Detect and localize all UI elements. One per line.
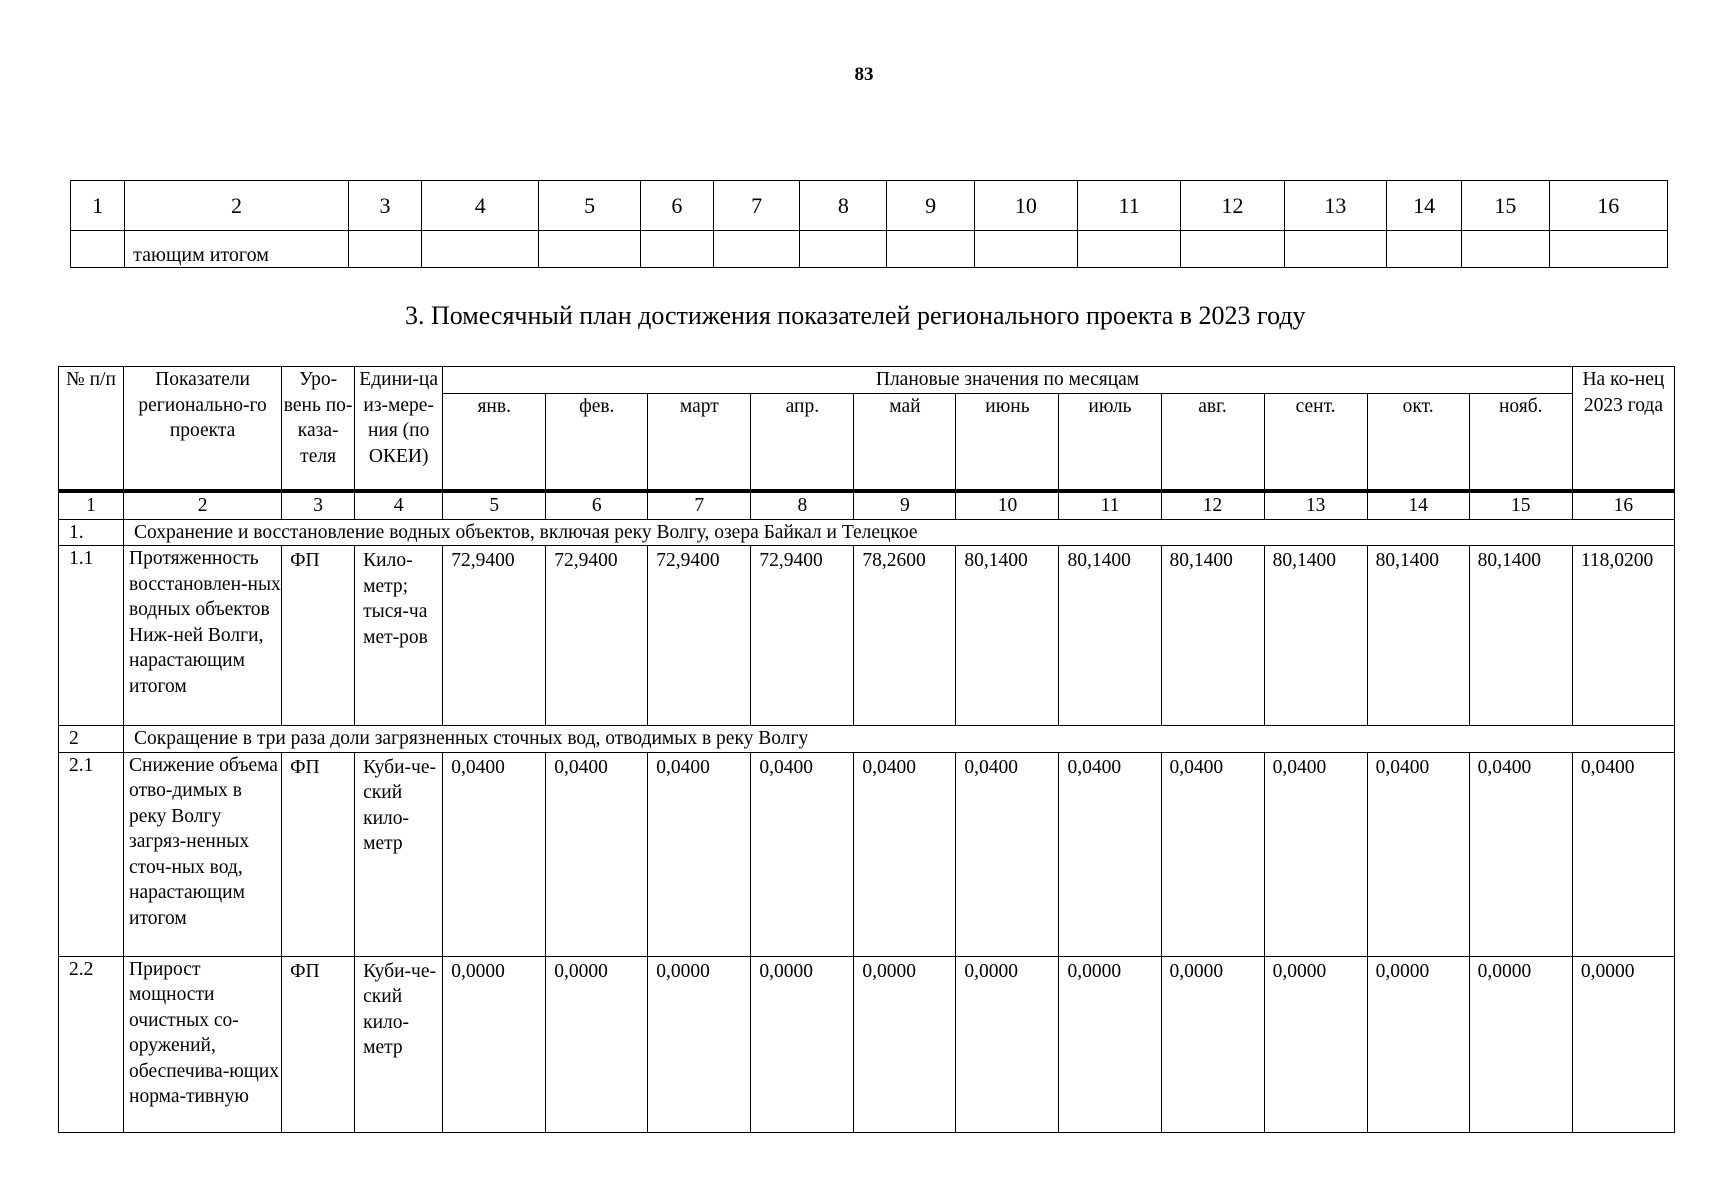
- monthly-value: 0,0400: [443, 752, 546, 956]
- column-number-cell: 15: [1469, 491, 1572, 519]
- monthly-value: 0,0400: [1264, 752, 1367, 956]
- monthly-value: 0,0400: [956, 752, 1059, 956]
- column-number-cell: 2: [124, 491, 282, 519]
- column-numbers-row: [59, 491, 1675, 519]
- column-number-cell: 16: [1572, 491, 1674, 519]
- empty-cell: [887, 231, 974, 268]
- indicator-level: ФП: [282, 546, 355, 726]
- indicator-row: [59, 956, 1675, 1132]
- indicator-row: [59, 546, 1675, 726]
- section-number: 2: [59, 726, 124, 753]
- header-month: нояб.: [1469, 393, 1572, 491]
- monthly-value: 0,0400: [1367, 752, 1469, 956]
- empty-cell: [1462, 231, 1549, 268]
- column-number-cell: 1: [59, 491, 124, 519]
- monthly-value: 0,0400: [854, 752, 956, 956]
- monthly-value: 0,0000: [648, 956, 751, 1132]
- column-number-cell: 9: [854, 491, 956, 519]
- continuation-text-cell: тающим итогом: [125, 231, 349, 268]
- monthly-value: 0,0000: [546, 956, 648, 1132]
- column-number-cell: 15: [1462, 181, 1549, 231]
- empty-cell: [713, 231, 799, 268]
- indicator-number: 2.1: [59, 752, 124, 956]
- empty-cell: [1549, 231, 1668, 268]
- header-month: май: [854, 393, 956, 491]
- column-number-cell: 8: [751, 491, 854, 519]
- column-number-cell: 14: [1387, 181, 1462, 231]
- monthly-value: 72,9400: [751, 546, 854, 726]
- empty-cell: [348, 231, 421, 268]
- end-of-year-value: 0,0000: [1572, 956, 1674, 1132]
- empty-cell: [71, 231, 125, 268]
- monthly-value: 80,1400: [1161, 546, 1264, 726]
- monthly-value: 0,0000: [751, 956, 854, 1132]
- monthly-value: 80,1400: [956, 546, 1059, 726]
- column-number-cell: 14: [1367, 491, 1469, 519]
- empty-cell: [1078, 231, 1181, 268]
- monthly-value: 0,0000: [1059, 956, 1161, 1132]
- empty-cell: [974, 231, 1077, 268]
- empty-cell: [422, 231, 539, 268]
- end-of-year-value: 118,0200: [1572, 546, 1674, 726]
- monthly-value: 0,0000: [443, 956, 546, 1132]
- column-number-cell: 1: [71, 181, 125, 231]
- header-month: авг.: [1161, 393, 1264, 491]
- page-number: 83: [854, 64, 874, 85]
- column-number-cell: 11: [1078, 181, 1181, 231]
- header-month: июль: [1059, 393, 1161, 491]
- header-indicator: Показатели регионально-го проекта: [124, 367, 282, 492]
- empty-cell: [539, 231, 640, 268]
- column-number-cell: 3: [348, 181, 421, 231]
- column-number-cell: 11: [1059, 491, 1161, 519]
- section-title-cell: Сокращение в три раза доли загрязненных сточных вод, отводимых в реку Волгу: [124, 726, 1675, 753]
- monthly-value: 0,0400: [546, 752, 648, 956]
- monthly-value: 0,0000: [1264, 956, 1367, 1132]
- indicator-unit: Кило-метр; тыся-ча мет-ров: [355, 546, 443, 726]
- column-number-cell: 9: [887, 181, 974, 231]
- monthly-value: 80,1400: [1469, 546, 1572, 726]
- monthly-value: 0,0000: [956, 956, 1059, 1132]
- header-month: апр.: [751, 393, 854, 491]
- empty-cell: [800, 231, 887, 268]
- header-month: янв.: [443, 393, 546, 491]
- monthly-value: 78,2600: [854, 546, 956, 726]
- column-number-cell: 12: [1181, 181, 1284, 231]
- column-number-cell: 6: [640, 181, 713, 231]
- column-number-cell: 7: [713, 181, 799, 231]
- monthly-value: 80,1400: [1059, 546, 1161, 726]
- column-number-cell: 10: [956, 491, 1059, 519]
- indicator-level: ФП: [282, 752, 355, 956]
- monthly-value: 72,9400: [648, 546, 751, 726]
- column-number-cell: 6: [546, 491, 648, 519]
- monthly-value: 80,1400: [1264, 546, 1367, 726]
- monthly-plan-table: [58, 366, 1675, 1133]
- indicator-unit: Куби-че-ский кило-метр: [355, 956, 443, 1132]
- monthly-value: 0,0000: [1367, 956, 1469, 1132]
- header-month: сент.: [1264, 393, 1367, 491]
- continuation-table: [70, 180, 1668, 268]
- indicator-number: 1.1: [59, 546, 124, 726]
- section-row: [59, 726, 1675, 753]
- monthly-value: 0,0400: [751, 752, 854, 956]
- empty-cell: [1387, 231, 1462, 268]
- column-number-cell: 13: [1284, 181, 1386, 231]
- monthly-value: 72,9400: [443, 546, 546, 726]
- column-number-cell: 12: [1161, 491, 1264, 519]
- indicator-name: Протяженность восстановлен-ных водных объектов Ниж-ней Волги, нарастающим итогом: [124, 546, 282, 726]
- indicator-name: Снижение объема отво-димых в реку Волгу загряз-ненных сточ-ных вод, нарастающим итогом: [124, 752, 282, 956]
- continuation-body-row: [71, 231, 1668, 268]
- indicator-name: Прирост мощности очистных со-оружений, обеспечива-ющих норма-тивную: [124, 956, 282, 1132]
- section-title: 3. Помесячный план достижения показателей регионального проекта в 2023 году: [405, 301, 1306, 330]
- monthly-value: 72,9400: [546, 546, 648, 726]
- monthly-value: 0,0000: [854, 956, 956, 1132]
- monthly-value: 80,1400: [1367, 546, 1469, 726]
- empty-cell: [1181, 231, 1284, 268]
- indicator-level: ФП: [282, 956, 355, 1132]
- header-month: март: [648, 393, 751, 491]
- monthly-value: 0,0400: [1059, 752, 1161, 956]
- empty-cell: [1284, 231, 1386, 268]
- column-number-cell: 8: [800, 181, 887, 231]
- column-number-cell: 10: [974, 181, 1077, 231]
- indicator-number: 2.2: [59, 956, 124, 1132]
- indicator-unit: Куби-че-ский кило-метр: [355, 752, 443, 956]
- header-level: Уро-вень по-каза-теля: [282, 367, 355, 492]
- section-row: [59, 519, 1675, 546]
- section-number: 1.: [59, 519, 124, 546]
- monthly-value: 0,0400: [1161, 752, 1264, 956]
- indicator-row: [59, 752, 1675, 956]
- section-title-cell: Сохранение и восстановление водных объектов, включая реку Волгу, озера Байкал и Телецкое: [124, 519, 1675, 546]
- column-number-cell: 7: [648, 491, 751, 519]
- monthly-value: 0,0000: [1161, 956, 1264, 1132]
- header-month: окт.: [1367, 393, 1469, 491]
- column-number-cell: 2: [125, 181, 349, 231]
- column-number-cell: 4: [355, 491, 443, 519]
- column-number-cell: 3: [282, 491, 355, 519]
- monthly-value: 0,0400: [648, 752, 751, 956]
- end-of-year-value: 0,0400: [1572, 752, 1674, 956]
- header-month: июнь: [956, 393, 1059, 491]
- header-month: фев.: [546, 393, 648, 491]
- header-end-of-year: На ко-нец 2023 года: [1572, 367, 1674, 492]
- continuation-header-row: [71, 181, 1668, 231]
- header-num: № п/п: [59, 367, 124, 492]
- column-number-cell: 5: [539, 181, 640, 231]
- column-number-cell: 5: [443, 491, 546, 519]
- header-unit: Едини-ца из-мере-ния (по ОКЕИ): [355, 367, 443, 492]
- column-number-cell: 16: [1549, 181, 1668, 231]
- header-row: [59, 367, 1675, 394]
- column-number-cell: 13: [1264, 491, 1367, 519]
- empty-cell: [640, 231, 713, 268]
- column-number-cell: 4: [422, 181, 539, 231]
- header-planned-values: Плановые значения по месяцам: [443, 367, 1573, 394]
- monthly-value: 0,0400: [1469, 752, 1572, 956]
- monthly-value: 0,0000: [1469, 956, 1572, 1132]
